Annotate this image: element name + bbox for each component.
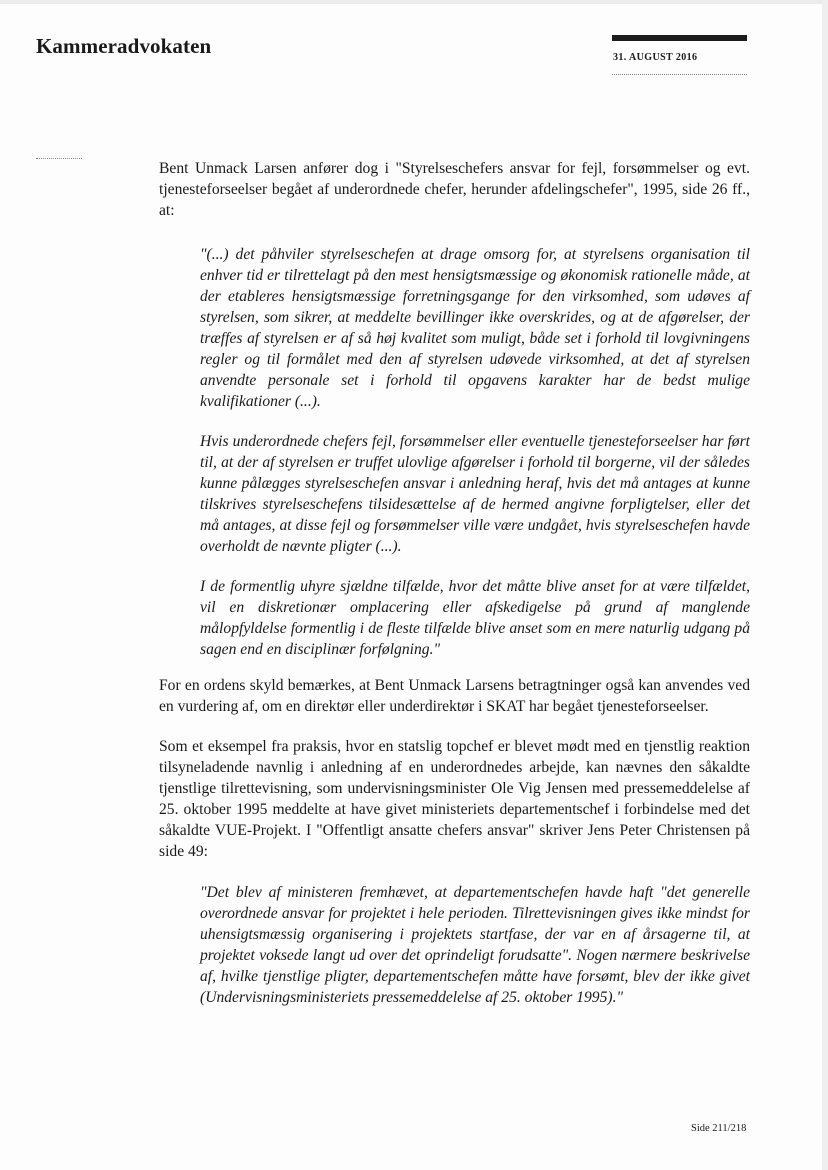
quote-paragraph-3: I de formentlig uhyre sjældne tilfælde, hvor det måtte blive anset for at være tilfældet, vil en diskretionær omplacering eller afskedigelse på grund af manglende målopfyldelse formentlig i de fleste tilfælde blive anset som en mere naturlig udgang på sagen end en disciplinær forfølgning."	[200, 578, 750, 658]
page-top-edge	[0, 0, 828, 4]
header-title: Kammeradvokaten	[36, 34, 212, 58]
header-rule	[612, 74, 747, 75]
page-number: Side 211/218	[691, 1123, 747, 1134]
page-right-edge	[822, 0, 828, 1170]
header-bar	[612, 35, 747, 41]
paragraph-remark: For en ordens skyld bemærkes, at Bent Unmack Larsens betragtninger også kan anvendes ved en vurdering af, om en direktør eller underdirektør i SKAT har begået tjenesteforseelser.	[159, 677, 750, 715]
quote-paragraph-1: "(...) det påhviler styrelseschefen at drage omsorg for, at styrelsens organisation til enhver tid er tilrettelagt på den mest hensigtsmæssige og økonomisk rationelle måde, at der etableres hensigtsmæssige forretningsgange for den virksomhed, som udøves af styrelsen, som sikrer, at meddelte bevillinger ikke overskrides, og at de afgørelser, der træffes af styrelsen er af så høj kvalitet som muligt, både set i forhold til lovgivningens regler og til formålet med den af styrelsen udøvede virksomhed, at det af styrelsen anvendte personale set i forhold til opgavens karakter har de bedst mulige kvalifikationer (...).	[200, 246, 750, 410]
quote-paragraph-2: Hvis underordnede chefers fejl, forsømmelser eller eventuelle tjenesteforseelser har ført til, at der af styrelsen er truffet ulovlige afgørelser i forhold til borgerne, vil der således kunne pålægges styrelseschefen ansvar i anledning heraf, hvis det må antages at kunne tilskrives styrelseschefens tilsidesættelse af de hermed angivne forpligtelser, eller det må antages, at disse fejl og forsømmelser ville være undgået, hvis styrelseschefen havde overholdt de nævnte pligter (...).	[200, 433, 750, 555]
body-text	[159, 158, 750, 1008]
quote-paragraph-4: "Det blev af ministeren fremhævet, at departementschefen havde haft "det generelle overordnede ansvar for projektet i hele perioden. Tilrettevisningen gives ikke mindst for uhensigtsmæssig organisering i projektets startfase, der var en af årsagerne til, at projektet voksede langt ud over det oprindeligt forudsatte". Nogen nærmere beskrivelse af, hvilke tjenstlige pligter, departementschefen måtte have forsømt, blev der ikke givet (Undervisningsministeriets pressemeddelelse af 25. oktober 1995)."	[200, 884, 750, 1006]
paragraph-intro: Bent Unmack Larsen anfører dog i "Styrelseschefers ansvar for fejl, forsømmelser og evt. tjenesteforseelser begået af underordnede chefer, herunder afdelingschefer", 1995, side 26 ff., at:	[159, 160, 750, 219]
paragraph-example: Som et eksempel fra praksis, hvor en statslig topchef er blevet mødt med en tjenstlig reaktion tilsyneladende navnlig i anledning af en underordnedes arbejde, kan nævnes den såkaldte tjenstlige tilrettevisning, som undervisningsminister Ole Vig Jensen med pressemeddelelse af 25. oktober 1995 meddelte at have givet ministeriets departementschef i forbindelse med det såkaldte VUE-Projekt. I "Offentligt ansatte chefers ansvar" skriver Jens Peter Christensen på side 49:	[159, 738, 750, 860]
margin-rule	[36, 158, 82, 159]
header-date: 31. AUGUST 2016	[613, 52, 698, 63]
